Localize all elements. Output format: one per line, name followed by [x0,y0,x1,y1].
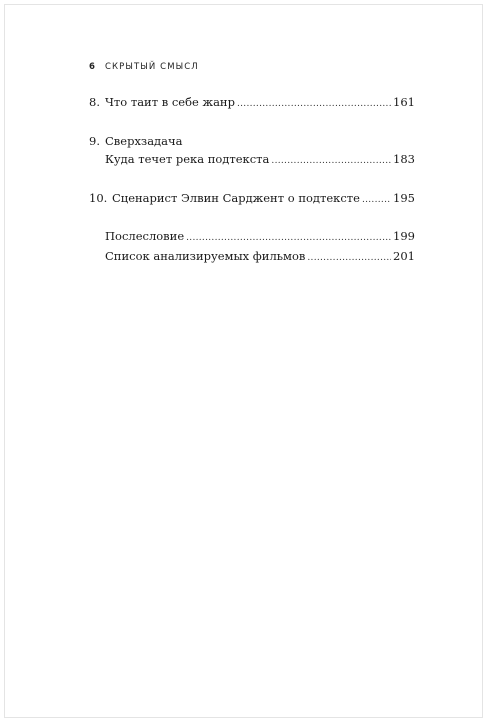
chapter-number: 8. [89,95,100,109]
chapter-number: 10. [89,191,108,205]
toc-entry-chapter-8[interactable] [89,93,415,113]
running-head [89,62,199,72]
header-book-title: СКРЫТЫЙ СМЫСЛ [105,62,199,72]
dot-leader [186,229,391,247]
page-number: 201 [393,249,415,263]
chapter-title: Куда течет река подтекста [105,152,270,166]
chapter-heading: Сверхзадача [105,134,183,148]
dot-leader [362,191,391,209]
toc-entry-afterword[interactable] [89,227,415,247]
dot-leader [271,152,391,170]
chapter-title: Что таит в себе жанр [105,95,235,109]
chapter-number: 9. [89,134,100,148]
table-of-contents [89,93,415,267]
section-title: Список анализируемых фильмов [105,249,306,263]
header-page-number: 6 [89,62,97,72]
page-number: 161 [393,95,415,109]
section-title: Послесловие [105,229,185,243]
chapter-title: Сценарист Элвин Сарджент о подтексте [112,191,360,205]
page-number: 195 [393,191,415,205]
toc-entry-film-list[interactable] [89,247,415,267]
dot-leader [307,249,391,267]
dot-leader [237,95,391,113]
toc-entry-chapter-10[interactable] [89,189,415,209]
page-number: 183 [393,152,415,166]
toc-heading-chapter-9 [89,132,415,150]
page-number: 199 [393,229,415,243]
toc-entry-chapter-9[interactable] [89,150,415,170]
